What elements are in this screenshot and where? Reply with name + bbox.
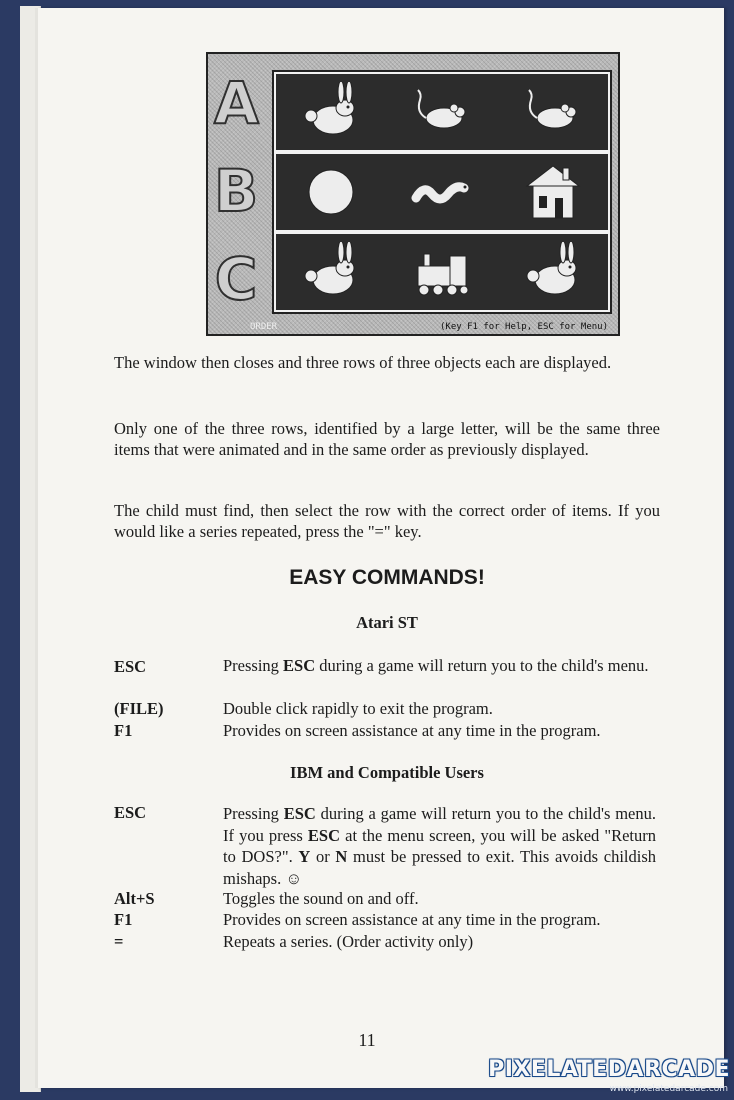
game-screenshot [206, 52, 620, 336]
watermark-logo: PIXELATEDARCADE [488, 1057, 730, 1082]
command-description: Repeats a series. (Order activity only) [223, 932, 474, 951]
row-letters [214, 68, 258, 318]
object-row-c [276, 234, 608, 310]
watermark-url: www.pixelatedarcade.com [609, 1084, 728, 1094]
row-letter-b: B [214, 157, 259, 225]
page-number: 11 [358, 1030, 376, 1050]
screenshot-status-bar [208, 320, 618, 334]
command-key: Alt+S [114, 889, 155, 908]
command-description: Toggles the sound on and off. [223, 889, 419, 908]
mouse-icon [521, 82, 585, 142]
command-description: Pressing ESC during a game will return you to the child's menu. If you press ESC at the menu screen, you will be asked "Return to DOS?". Y or N must be pressed to exit. This avoids childish mishaps. ☺ [223, 804, 657, 888]
command-key: ESC [114, 803, 147, 822]
section-heading: EASY COMMANDS! [289, 566, 485, 589]
command-key: F1 [114, 910, 133, 929]
command-description: Provides on screen assistance at any time in the program. [223, 721, 601, 740]
command-key: ESC [114, 657, 147, 676]
row-letter-a: A [214, 69, 259, 137]
paragraph-2: Only one of the three rows, identified by a large letter, will be the same three items that were animated and in the same order as previously displayed. [114, 419, 660, 459]
command-description: Provides on screen assistance at any time in the program. [223, 910, 601, 929]
subheading-atari: Atari ST [356, 613, 418, 632]
rabbit-icon [299, 82, 363, 142]
worm-icon [410, 162, 474, 222]
row-letter-c: C [214, 245, 258, 313]
ball-icon [299, 162, 363, 222]
subheading-ibm: IBM and Compatible Users [290, 763, 484, 782]
status-mode: ORDER [250, 322, 278, 332]
command-key: F1 [114, 721, 133, 740]
object-rows [274, 72, 610, 312]
paragraph-3: The child must find, then select the row with the correct order of items. If you would like a series repeated, press the "=" key. [114, 501, 660, 541]
paragraph-1: The window then closes and three rows of three objects each are displayed. [114, 353, 612, 372]
rabbit-icon [521, 242, 585, 302]
object-row-b [276, 154, 608, 230]
status-help: (Key F1 for Help, ESC for Menu) [440, 322, 608, 332]
mouse-icon [410, 82, 474, 142]
house-icon [521, 162, 585, 222]
command-key: = [114, 932, 124, 951]
train-icon [410, 242, 474, 302]
command-description: Pressing ESC during a game will return you to the child's menu. [223, 656, 649, 675]
object-row-a [276, 74, 608, 150]
command-key: (FILE) [114, 699, 164, 718]
command-description: Double click rapidly to exit the program. [223, 699, 493, 718]
rabbit-icon [299, 242, 363, 302]
